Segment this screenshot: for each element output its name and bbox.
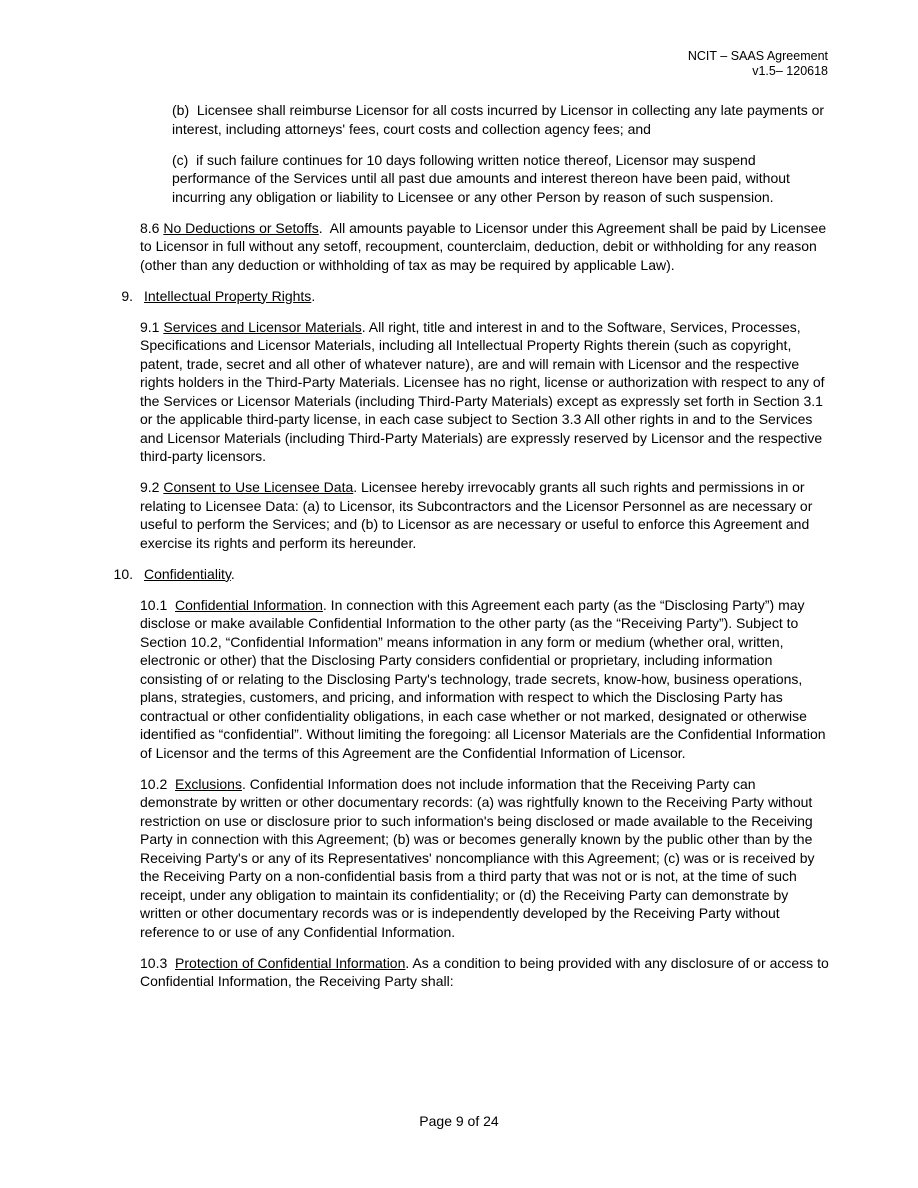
section-10-1-heading: Confidential Information [175, 596, 323, 613]
section-10-3-number: 10.3 [140, 954, 176, 971]
paragraph-b-label: (b) [172, 102, 197, 118]
article-9-number: 9. [121, 287, 133, 304]
section-10-2 [96, 775, 832, 942]
article-10-number: 10. [113, 565, 133, 582]
document-header [688, 49, 828, 78]
section-9-1-heading: Services and Licensor Materials [163, 318, 362, 335]
page-number-footer: Page 9 of 24 [419, 1113, 499, 1129]
section-10-2-text: . Confidential Information does not include information that the Receiving Party can demonstrate by written or other documentary records: (a) was rightfully known to the Receiving Party without restriction on use or disclosure prior to such information's being disclosed or made available to the Receiving Party in connection with this Agreement; (b) was or becomes generally known by the public other than by the Receiving Party's or any of its Representatives' noncompliance with this Agreement; (c) was or is received by the Receiving Party on a non-confidential basis from a third party that was not or is not, at the time of such receipt, under any obligation to maintain its confidentiality; or (d) the Receiving Party can demonstrate by written or other documentary records was or is independently developed by the Receiving Party without reference to or use of any Confidential Information. [140, 775, 819, 940]
paragraph-c [96, 151, 832, 207]
section-9-2-number: 9.2 [140, 479, 164, 495]
section-9-1-number: 9.1 [140, 318, 164, 335]
header-version: v1.5– 120618 [752, 63, 828, 78]
article-10-period: . [230, 565, 235, 582]
paragraph-c-label: (c) [172, 151, 197, 168]
section-8-6-number: 8.6 [140, 219, 164, 236]
section-9-1-text: . All right, title and interest in and to the Software, Services, Processes, Specifications and Licensor Materials, including all Intellectual Property Rights therein (such as copyright, patent, trade, secret and all other of whatever nature), are and will remain with Licensor and the respective rights holders in the Third-Party Materials. Licensee has no right, license or authorization with respect to any of the Services or Licensor Materials (including Third-Party Materials) except as expressly set forth in Section 3.1 or the applicable third-party license, in each case subject to Section 3.3 All other rights in and to the Services and Licensor Materials (including Third-Party Materials) are expressly reserved by Licensor and the respective third-party licensors. [140, 318, 829, 464]
article-10-heading: Confidentiality [144, 565, 231, 582]
section-10-2-heading: Exclusions [175, 775, 242, 792]
section-8-6 [96, 219, 832, 275]
section-10-1-number: 10.1 [140, 596, 176, 613]
section-10-1-text: . In connection with this Agreement each party (as the “Disclosing Party”) may disclose or make available Confidential Information to the other party (as the “Receiving Party”). Subject to Section 10.2, “Confidential Information” means information in any form or medium (whether oral, written, electronic or other) that the Disclosing Party considers confidential or proprietary, including information consisting of or relating to the Disclosing Party's technology, trade secrets, know-how, business operations, plans, strategies, customers, and pricing, and information with respect to which the Disclosing Party has contractual or other confidentiality obligations, in each case whether or not marked, designated or otherwise identified as “confidential”. Without limiting the foregoing: all Licensor Materials are the Confidential Information of Licensor and the terms of this Agreement are the Confidential Information of Licensor. [140, 596, 830, 761]
section-9-2-text: . Licensee hereby irrevocably grants all such rights and permissions in or relating to Licensee Data: (a) to Licensor, its Subcontractors and the Licensor Personnel as are necessary or useful to perform the Services; and (b) to Licensor as are necessary or useful to enforce this Agreement and exercise its rights and perform its hereunder. [140, 479, 817, 551]
section-10-3-heading: Protection of Confidential Information [175, 954, 406, 971]
section-9-2 [96, 478, 832, 552]
header-title: NCIT – SAAS Agreement [687, 49, 828, 63]
section-8-6-text: . All amounts payable to Licensor under this Agreement shall be paid by Licensee to Licensor in full without any setoff, recoupment, counterclaim, deduction, debit or withholding for any reason (other than any deduction or withholding of tax as may be required by applicable Law). [140, 219, 831, 273]
paragraph-b-text: Licensee shall reimburse Licensor for all costs incurred by Licensor in collecting any late payments or interest, including attorneys' fees, court costs and collection agency fees; and [172, 102, 828, 137]
section-10-3 [96, 954, 832, 991]
document-body [96, 101, 832, 1003]
section-10-2-number: 10.2 [140, 775, 176, 792]
article-9 [96, 287, 832, 306]
article-9-heading: Intellectual Property Rights [144, 287, 312, 304]
section-9-2-heading: Consent to Use Licensee Data [163, 479, 354, 495]
article-10 [96, 565, 832, 584]
section-10-3-text: . As a condition to being provided with any disclosure of or access to Confidential Information, the Receiving Party shall: [140, 954, 833, 989]
section-9-1 [96, 318, 832, 466]
paragraph-c-text: if such failure continues for 10 days following written notice thereof, Licensor may suspend performance of the Services until all past due amounts and interest thereon have been paid, without incurring any obligation or liability to Licensee or any other Person by reason of such suspension. [172, 151, 794, 205]
section-10-1 [96, 596, 832, 763]
paragraph-b [96, 101, 832, 138]
article-9-period: . [311, 287, 316, 304]
section-8-6-heading: No Deductions or Setoffs [163, 219, 319, 236]
